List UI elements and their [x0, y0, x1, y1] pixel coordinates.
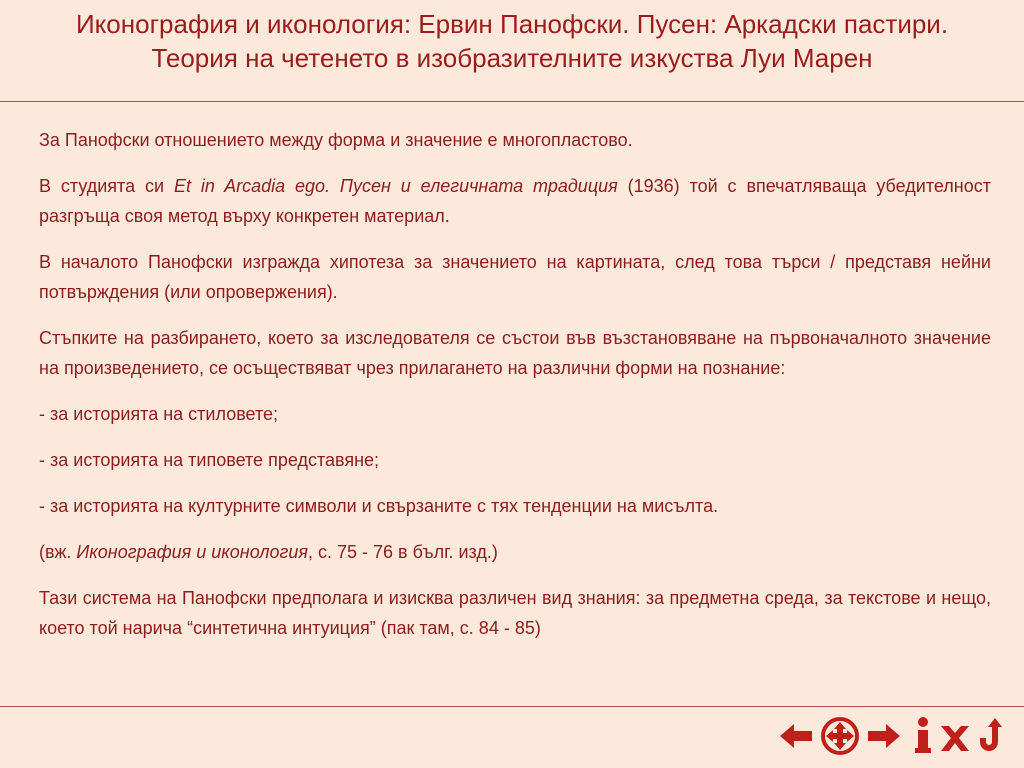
list-item: - за историята на типовете представяне;	[39, 450, 380, 470]
home-cross-icon	[816, 714, 864, 758]
exit-button[interactable]	[938, 714, 972, 758]
home-button[interactable]	[816, 714, 864, 758]
slide-body	[39, 125, 991, 659]
arrow-left-icon	[778, 714, 814, 758]
body-paragraph: В началото Панофски изгражда хипотеза за значението на картината, след това търси / представя нейни потвърждения (или опровержения).	[39, 252, 991, 302]
body-paragraph: Тази система на Панофски предполага и изисква различен вид знания: за предметна среда, за текстове и нещо, което той нарича “синтетична интуиция” (пак там, с. 84 - 85)	[39, 588, 991, 638]
slide-title	[0, 0, 1024, 100]
title-divider	[0, 101, 1024, 102]
body-text: (1936) той с впечатляваща убедителност разгръща своя метод върху конкретен материал.	[39, 176, 991, 226]
body-text: (вж.	[39, 542, 77, 562]
body-text: , с. 75 - 76 в бълг. изд.)	[308, 542, 498, 562]
body-paragraph: Стъпките на разбирането, което за изследователя се състои във възстановяване на първоначалното значение на произведението, се осъществяват чрез прилагането на различни форми на познание:	[39, 328, 991, 378]
close-icon	[938, 714, 972, 758]
footer-divider	[0, 706, 1024, 707]
previous-button[interactable]	[778, 714, 814, 758]
reference-note	[39, 537, 991, 567]
return-button[interactable]	[976, 714, 1010, 758]
study-title: Et in Arcadia ego. Пусен и елегичната традиция	[173, 176, 618, 196]
next-button[interactable]	[866, 714, 902, 758]
list-item: - за историята на стиловете;	[39, 404, 279, 424]
info-icon	[912, 714, 934, 758]
slide-title-line1: Иконография и иконология: Ервин Панофски. Пусен: Аркадски пастири.	[75, 9, 949, 39]
return-icon	[976, 714, 1010, 758]
list-item: - за историята на културните символи и свързаните с тях тенденции на мисълта.	[39, 496, 719, 516]
body-paragraph: За Панофски отношението между форма и значение е многопластово.	[39, 130, 633, 150]
body-paragraph	[39, 171, 991, 231]
body-text: В студията си	[39, 176, 174, 196]
arrow-right-icon	[866, 714, 902, 758]
info-button[interactable]	[912, 714, 934, 758]
navigation-bar	[778, 714, 1010, 758]
slide-title-line2: Теория на четенето в изобразителните изкуства Луи Марен	[151, 43, 873, 73]
book-title: Иконография и иконология	[76, 542, 308, 562]
